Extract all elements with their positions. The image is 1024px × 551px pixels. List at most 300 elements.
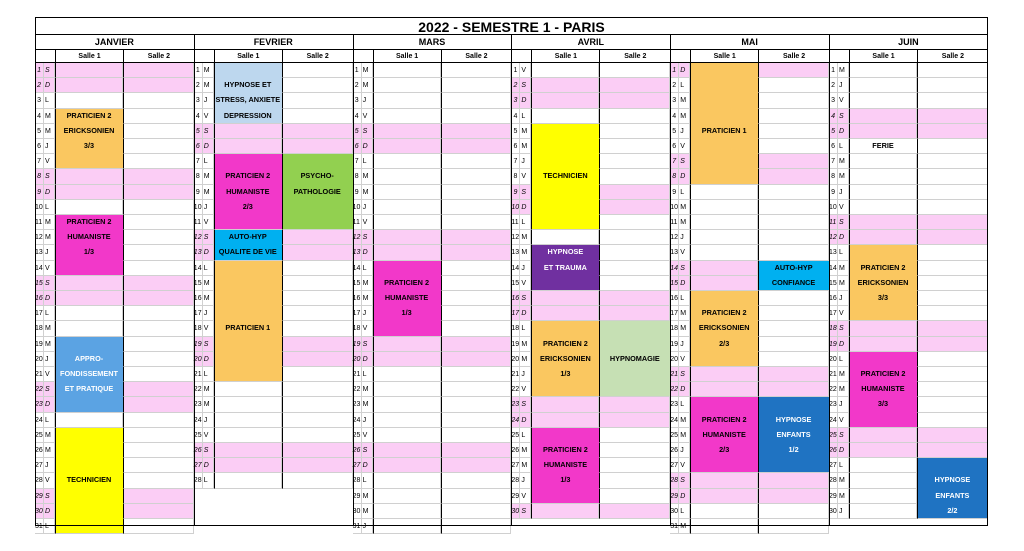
day-of-week: D xyxy=(838,230,849,245)
day-number: 2 xyxy=(670,78,679,93)
month-header: FEVRIER xyxy=(194,35,353,50)
day-number: 15 xyxy=(670,276,679,291)
day-of-week: J xyxy=(362,200,373,215)
event-label: 1/3 xyxy=(401,308,412,318)
day-number: 10 xyxy=(35,200,44,215)
day-of-week: M xyxy=(203,185,214,200)
day-of-week: M xyxy=(44,443,55,458)
day-number: 25 xyxy=(511,428,520,443)
day-of-week: J xyxy=(203,93,214,108)
day-of-week: J xyxy=(44,139,55,154)
day-number: 10 xyxy=(353,200,362,215)
event-label: APPRO- xyxy=(74,353,104,363)
day-number: 17 xyxy=(194,306,203,321)
day-number: 21 xyxy=(829,367,838,382)
day-number: 27 xyxy=(511,458,520,473)
day-number: 12 xyxy=(194,230,203,245)
month-header: JUIN xyxy=(829,35,988,50)
day-number: 21 xyxy=(194,367,203,382)
day-number: 12 xyxy=(511,230,520,245)
room-header-salle-2: Salle 2 xyxy=(282,50,353,63)
day-number: 27 xyxy=(353,458,362,473)
day-of-week: S xyxy=(362,443,373,458)
day-number: 26 xyxy=(35,443,44,458)
day-of-week: D xyxy=(362,139,373,154)
day-of-week: S xyxy=(44,169,55,184)
day-of-week: M xyxy=(203,78,214,93)
day-number: 25 xyxy=(35,428,44,443)
day-of-week: D xyxy=(362,352,373,367)
day-of-week: L xyxy=(679,291,690,306)
day-of-week: M xyxy=(679,321,690,336)
day-number: 5 xyxy=(829,124,838,139)
day-of-week: J xyxy=(203,306,214,321)
day-number: 17 xyxy=(511,306,520,321)
day-of-week: J xyxy=(520,367,531,382)
day-of-week: L xyxy=(838,245,849,260)
day-number: 4 xyxy=(670,109,679,124)
day-number: 9 xyxy=(35,185,44,200)
day-number: 19 xyxy=(670,337,679,352)
day-number: 29 xyxy=(511,489,520,504)
day-number: 10 xyxy=(670,200,679,215)
day-of-week: J xyxy=(679,124,690,139)
day-of-week: M xyxy=(679,109,690,124)
day-number: 13 xyxy=(511,245,520,260)
day-of-week: L xyxy=(679,78,690,93)
day-number: 29 xyxy=(353,489,362,504)
day-of-week: V xyxy=(362,215,373,230)
day-number: 14 xyxy=(670,261,679,276)
day-number: 3 xyxy=(670,93,679,108)
room-header-salle-1: Salle 1 xyxy=(849,50,917,63)
day-number: 12 xyxy=(829,230,838,245)
day-of-week: V xyxy=(520,382,531,397)
day-number: 11 xyxy=(829,215,838,230)
event-label: ET TRAUMA xyxy=(543,262,587,272)
semester-calendar xyxy=(35,17,988,530)
day-of-week: S xyxy=(44,382,55,397)
event-label: PRATICIEN 2 xyxy=(225,171,271,181)
day-number: 16 xyxy=(353,291,362,306)
day-number: 17 xyxy=(829,306,838,321)
day-number: 23 xyxy=(353,397,362,412)
day-of-week: M xyxy=(362,382,373,397)
day-number: 18 xyxy=(829,321,838,336)
day-of-week: M xyxy=(520,139,531,154)
day-number: 26 xyxy=(829,443,838,458)
day-number: 20 xyxy=(353,352,362,367)
day-number: 8 xyxy=(670,169,679,184)
event-label: 1/3 xyxy=(560,475,571,485)
day-of-week: V xyxy=(838,306,849,321)
day-of-week: V xyxy=(362,109,373,124)
day-number: 4 xyxy=(829,109,838,124)
day-number: 25 xyxy=(829,428,838,443)
day-number: 27 xyxy=(829,458,838,473)
day-of-week: S xyxy=(679,261,690,276)
event-label: PRATICIEN 2 xyxy=(542,338,588,348)
day-number: 3 xyxy=(353,93,362,108)
day-of-week: V xyxy=(520,276,531,291)
day-number: 13 xyxy=(670,245,679,260)
day-number: 9 xyxy=(353,185,362,200)
day-of-week: J xyxy=(520,154,531,169)
day-number: 5 xyxy=(670,124,679,139)
day-of-week: J xyxy=(679,337,690,352)
day-of-week: V xyxy=(44,154,55,169)
day-of-week: L xyxy=(362,367,373,382)
day-of-week: L xyxy=(362,261,373,276)
day-number: 26 xyxy=(670,443,679,458)
day-number: 18 xyxy=(35,321,44,336)
event-label: HYPNOSE xyxy=(547,247,584,257)
day-of-week: J xyxy=(44,245,55,260)
day-of-week: D xyxy=(838,337,849,352)
day-number: 7 xyxy=(353,154,362,169)
day-of-week: M xyxy=(679,519,690,534)
day-number: 28 xyxy=(353,473,362,488)
day-of-week: S xyxy=(203,443,214,458)
event-label: 2/2 xyxy=(947,505,958,515)
day-of-week: M xyxy=(838,169,849,184)
day-number: 27 xyxy=(670,458,679,473)
event-label: PRATICIEN 2 xyxy=(860,369,906,378)
event-label: HYPNOMAGIE xyxy=(609,353,660,363)
day-number: 19 xyxy=(35,337,44,352)
room-header-salle-1: Salle 1 xyxy=(531,50,599,63)
day-of-week: M xyxy=(362,276,373,291)
day-of-week: J xyxy=(838,185,849,200)
month-header: JANVIER xyxy=(35,35,194,50)
day-of-week: L xyxy=(44,306,55,321)
day-number: 7 xyxy=(194,154,203,169)
event-label: PRATICIEN 2 xyxy=(66,217,112,226)
day-of-week: M xyxy=(520,458,531,473)
day-of-week: M xyxy=(838,367,849,382)
day-of-week: J xyxy=(362,413,373,428)
day-number: 24 xyxy=(511,413,520,428)
day-of-week: L xyxy=(838,352,849,367)
day-number: 30 xyxy=(511,504,520,519)
day-of-week: D xyxy=(679,169,690,184)
day-of-week: L xyxy=(520,215,531,230)
day-number: 11 xyxy=(194,215,203,230)
day-of-week: D xyxy=(838,443,849,458)
day-of-week: M xyxy=(362,78,373,93)
event-label: 1/2 xyxy=(788,445,799,454)
day-of-week: L xyxy=(838,139,849,154)
day-number: 26 xyxy=(511,443,520,458)
day-of-week: V xyxy=(203,321,214,336)
day-of-week: J xyxy=(520,473,531,488)
day-of-week: S xyxy=(520,78,531,93)
day-of-week: S xyxy=(362,124,373,139)
day-number: 20 xyxy=(670,352,679,367)
day-number: 8 xyxy=(353,169,362,184)
day-of-week: M xyxy=(679,306,690,321)
day-number: 11 xyxy=(511,215,520,230)
day-of-week: M xyxy=(838,276,849,291)
day-of-week: M xyxy=(679,200,690,215)
day-number: 19 xyxy=(511,337,520,352)
day-number: 16 xyxy=(670,291,679,306)
day-number: 17 xyxy=(353,306,362,321)
day-of-week: S xyxy=(44,63,55,78)
day-number: 9 xyxy=(511,185,520,200)
day-number: 6 xyxy=(353,139,362,154)
day-of-week: S xyxy=(203,124,214,139)
event-label: ERICKSONIEN xyxy=(857,277,909,287)
event-label: 3/3 xyxy=(877,293,889,302)
event-label: TECHNICIEN xyxy=(543,171,588,181)
day-of-week: L xyxy=(362,473,373,488)
day-of-week: J xyxy=(679,230,690,245)
day-of-week: L xyxy=(44,413,55,428)
day-number: 13 xyxy=(35,245,44,260)
event-label: PRATICIEN 2 xyxy=(860,262,906,272)
day-number: 28 xyxy=(194,473,203,488)
day-number: 10 xyxy=(829,200,838,215)
day-of-week: M xyxy=(679,93,690,108)
day-number: 26 xyxy=(353,443,362,458)
day-of-week: J xyxy=(44,458,55,473)
event-label: 1/3 xyxy=(560,369,571,378)
event-label: HUMANISTE xyxy=(543,460,588,470)
event-label: 2/3 xyxy=(719,338,730,348)
day-number: 13 xyxy=(353,245,362,260)
day-number: 15 xyxy=(829,276,838,291)
event-label: PSYCHO- xyxy=(300,171,334,181)
day-of-week: L xyxy=(44,519,55,534)
event-label: TECHNICIEN xyxy=(66,475,112,485)
day-of-week: J xyxy=(203,200,214,215)
day-of-week: J xyxy=(838,78,849,93)
day-number: 15 xyxy=(35,276,44,291)
day-of-week: L xyxy=(520,321,531,336)
day-of-week: V xyxy=(44,473,55,488)
day-number: 19 xyxy=(829,337,838,352)
event-label: ET PRATIQUE xyxy=(64,384,114,394)
day-of-week: D xyxy=(203,139,214,154)
day-of-week: S xyxy=(520,504,531,519)
day-number: 10 xyxy=(194,200,203,215)
day-number: 15 xyxy=(511,276,520,291)
day-of-week: L xyxy=(679,185,690,200)
day-number: 1 xyxy=(670,63,679,78)
day-of-week: V xyxy=(203,215,214,230)
day-number: 1 xyxy=(511,63,520,78)
day-number: 12 xyxy=(353,230,362,245)
day-of-week: S xyxy=(44,489,55,504)
day-of-week: J xyxy=(362,519,373,534)
event-label: HUMANISTE xyxy=(67,232,111,242)
day-of-week: M xyxy=(679,413,690,428)
day-number: 21 xyxy=(511,367,520,382)
day-number: 21 xyxy=(670,367,679,382)
day-of-week: D xyxy=(520,413,531,428)
day-number: 21 xyxy=(353,367,362,382)
day-of-week: J xyxy=(838,291,849,306)
day-number: 9 xyxy=(829,185,838,200)
day-of-week: M xyxy=(203,291,214,306)
day-of-week: D xyxy=(520,306,531,321)
event-label: PATHOLOGIE xyxy=(293,186,341,196)
day-number: 5 xyxy=(511,124,520,139)
event-label: PRATICIEN 2 xyxy=(542,445,588,454)
day-of-week: V xyxy=(679,245,690,260)
month-header: MAI xyxy=(670,35,829,50)
day-number: 20 xyxy=(829,352,838,367)
day-of-week: V xyxy=(838,413,849,428)
day-number: 4 xyxy=(35,109,44,124)
room-header-salle-1: Salle 1 xyxy=(55,50,123,63)
day-number: 1 xyxy=(829,63,838,78)
day-of-week: V xyxy=(520,63,531,78)
event-label: ERICKSONIEN xyxy=(698,323,750,333)
day-of-week: M xyxy=(838,154,849,169)
day-number: 28 xyxy=(511,473,520,488)
day-of-week: V xyxy=(362,428,373,443)
day-number: 6 xyxy=(829,139,838,154)
day-number: 2 xyxy=(829,78,838,93)
event-label: PRATICIEN 2 xyxy=(384,277,430,287)
day-of-week: M xyxy=(203,382,214,397)
day-number: 8 xyxy=(35,169,44,184)
day-of-week: J xyxy=(520,261,531,276)
day-number: 6 xyxy=(511,139,520,154)
day-number: 16 xyxy=(194,291,203,306)
day-of-week: M xyxy=(362,397,373,412)
day-number: 27 xyxy=(194,458,203,473)
day-number: 4 xyxy=(194,109,203,124)
day-number: 22 xyxy=(511,382,520,397)
day-of-week: D xyxy=(203,245,214,260)
event-label: ERICKSONIEN xyxy=(63,125,115,135)
day-number: 30 xyxy=(829,504,838,519)
day-of-week: L xyxy=(520,428,531,443)
room-header-salle-1: Salle 1 xyxy=(214,50,282,63)
day-of-week: M xyxy=(362,185,373,200)
room-header-salle-2: Salle 2 xyxy=(917,50,988,63)
day-number: 20 xyxy=(194,352,203,367)
day-number: 18 xyxy=(511,321,520,336)
day-of-week: V xyxy=(44,367,55,382)
day-number: 17 xyxy=(35,306,44,321)
day-number: 11 xyxy=(670,215,679,230)
day-of-week: J xyxy=(203,413,214,428)
day-of-week: J xyxy=(362,306,373,321)
day-number: 13 xyxy=(194,245,203,260)
day-number: 14 xyxy=(194,261,203,276)
day-of-week: M xyxy=(362,489,373,504)
day-number: 17 xyxy=(670,306,679,321)
day-of-week: L xyxy=(838,458,849,473)
day-of-week: V xyxy=(520,169,531,184)
day-of-week: D xyxy=(362,245,373,260)
day-of-week: D xyxy=(203,458,214,473)
day-of-week: V xyxy=(679,352,690,367)
room-header-salle-1: Salle 1 xyxy=(690,50,758,63)
day-number: 12 xyxy=(670,230,679,245)
day-of-week: M xyxy=(44,109,55,124)
calendar-border xyxy=(35,17,988,526)
day-of-week: L xyxy=(203,367,214,382)
day-number: 28 xyxy=(35,473,44,488)
day-number: 24 xyxy=(353,413,362,428)
event-label: HUMANISTE xyxy=(861,384,905,394)
day-number: 7 xyxy=(35,154,44,169)
event-label: ERICKSONIEN xyxy=(540,353,591,363)
day-of-week: M xyxy=(203,63,214,78)
day-of-week: M xyxy=(362,291,373,306)
event-label: PRATICIEN 2 xyxy=(701,414,747,424)
day-number: 29 xyxy=(670,489,679,504)
day-of-week: M xyxy=(44,230,55,245)
day-of-week: L xyxy=(44,93,55,108)
day-of-week: J xyxy=(362,93,373,108)
day-number: 11 xyxy=(35,215,44,230)
day-number: 26 xyxy=(194,443,203,458)
day-number: 13 xyxy=(829,245,838,260)
month-header: AVRIL xyxy=(511,35,670,50)
day-of-week: M xyxy=(520,230,531,245)
day-number: 28 xyxy=(670,473,679,488)
day-number: 25 xyxy=(194,428,203,443)
day-of-week: D xyxy=(44,504,55,519)
day-of-week: M xyxy=(203,397,214,412)
day-of-week: S xyxy=(838,215,849,230)
day-number: 24 xyxy=(35,413,44,428)
day-of-week: D xyxy=(679,382,690,397)
day-of-week: M xyxy=(679,215,690,230)
day-number: 16 xyxy=(35,291,44,306)
day-of-week: S xyxy=(362,337,373,352)
day-number: 16 xyxy=(829,291,838,306)
day-of-week: D xyxy=(44,185,55,200)
day-of-week: M xyxy=(679,428,690,443)
day-of-week: M xyxy=(44,321,55,336)
day-of-week: V xyxy=(44,261,55,276)
room-header-salle-2: Salle 2 xyxy=(599,50,670,63)
day-number: 7 xyxy=(829,154,838,169)
calendar-title: 2022 - SEMESTRE 1 - PARIS xyxy=(35,17,988,35)
day-number: 23 xyxy=(35,397,44,412)
day-number: 11 xyxy=(353,215,362,230)
day-of-week: M xyxy=(203,169,214,184)
day-of-week: J xyxy=(838,504,849,519)
day-of-week: M xyxy=(838,473,849,488)
event-label: 3/3 xyxy=(83,141,95,150)
day-number: 21 xyxy=(35,367,44,382)
day-of-week: D xyxy=(44,291,55,306)
event-label: HYPNOSE xyxy=(934,475,971,485)
day-number: 3 xyxy=(511,93,520,108)
event-label: HUMANISTE xyxy=(226,186,270,196)
day-of-week: S xyxy=(838,109,849,124)
day-of-week: V xyxy=(838,200,849,215)
day-of-week: L xyxy=(520,109,531,124)
day-of-week: M xyxy=(44,215,55,230)
day-number: 6 xyxy=(35,139,44,154)
event-label: STRESS, ANXIETE xyxy=(215,95,281,105)
day-of-week: J xyxy=(838,397,849,412)
day-of-week: V xyxy=(679,139,690,154)
event-label: 3/3 xyxy=(877,399,889,409)
day-number: 20 xyxy=(511,352,520,367)
day-number: 22 xyxy=(670,382,679,397)
day-number: 8 xyxy=(829,169,838,184)
